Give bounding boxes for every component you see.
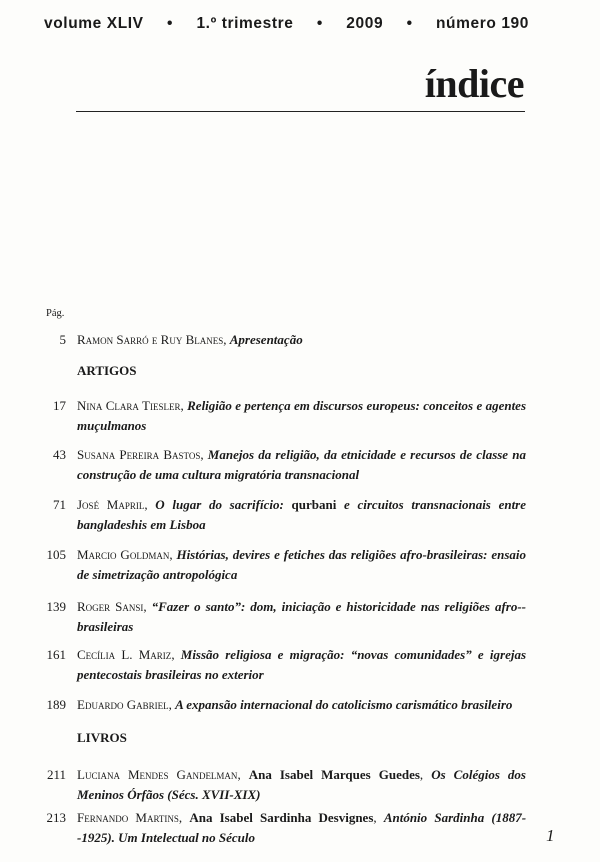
toc-separator: , (168, 697, 176, 712)
volume-label: volume XLIV (44, 15, 144, 32)
toc-separator: , (144, 497, 156, 512)
toc-title: Manejos da religião, da etnicidade e recursos de classe na construção de uma cultura migratória transnacional (77, 447, 526, 482)
toc-reviewer: Ana Isabel Marques Guedes (248, 767, 420, 782)
toc-author: Roger Sansi (77, 599, 144, 614)
toc-page-number: 17 (53, 398, 66, 413)
toc-separator: , (200, 447, 208, 462)
toc-author: Luciana Mendes Gandelman (77, 767, 238, 782)
toc-separator: , (419, 767, 432, 782)
page-title: índice (424, 61, 524, 106)
toc-reviewer: Ana Isabel Sardinha Desvignes (189, 810, 374, 825)
page-column-label: Pág. (46, 308, 65, 319)
toc-title: Os Colégios dos Meninos Órfãos (Sécs. XVII-XIX) (77, 767, 526, 802)
year-label: 2009 (346, 15, 384, 32)
toc-title: O lugar do sacrifício: (155, 497, 284, 512)
toc-page-number: 5 (59, 332, 66, 347)
toc-author: Ramon Sarró e Ruy Blanes (77, 332, 224, 347)
toc-page-number: 161 (46, 647, 66, 662)
toc-title: António Sardinha (1887--1925). Um Intelectual no Século (77, 810, 527, 845)
toc-page-number: 189 (46, 697, 66, 712)
separator-bullet: • (167, 15, 174, 32)
toc-separator: , (178, 810, 190, 825)
toc-author: Cecília L. Mariz (77, 647, 172, 662)
toc-page-number: 71 (53, 497, 66, 512)
toc-title: “Fazer o santo”: dom, iniciação e historicidade nas religiões afro--brasileiras (77, 599, 526, 634)
toc-separator: , (143, 599, 152, 614)
trimestre-label: 1.º trimestre (196, 15, 294, 32)
section-heading-livros: LIVROS (77, 730, 127, 745)
toc-author: José Mapril (77, 497, 145, 512)
toc-page-number: 211 (46, 767, 66, 782)
toc-page-number: 213 (46, 810, 66, 825)
toc-page-number: 43 (53, 447, 66, 462)
separator-bullet: • (316, 15, 323, 32)
toc-separator: , (171, 647, 181, 662)
title-rule (76, 111, 525, 112)
toc-title: e circuitos transnacionais entre bangladeshis em Lisboa (77, 497, 527, 532)
toc-author: Susana Pereira Bastos (77, 447, 201, 462)
toc-separator: , (223, 332, 230, 347)
toc-title: Apresentação (229, 332, 303, 347)
toc-title: Missão religiosa e migração: “novas comunidades” e igrejas pentecostais brasileiras no exterior (77, 647, 527, 682)
toc-page-number: 105 (46, 547, 66, 562)
toc-title: Histórias, devires e fetiches das religiões afro-brasileiras: ensaio de simetrização antropológica (77, 547, 527, 582)
toc-author: Marcio Goldman (77, 547, 170, 562)
section-heading-artigos: ARTIGOS (77, 363, 137, 378)
toc-separator: , (237, 767, 249, 782)
issue-number-label: número 190 (435, 15, 529, 32)
page-number: 1 (546, 826, 555, 845)
journal-header (44, 15, 529, 33)
toc-author: Nina Clara Tiesler (77, 398, 181, 413)
toc-separator: , (373, 810, 384, 825)
toc-title: A expansão internacional do catolicismo carismático brasileiro (175, 697, 513, 712)
toc-title: Religião e pertença em discursos europeus: conceitos e agentes muçulmanos (77, 398, 527, 433)
separator-bullet: • (406, 15, 413, 32)
toc-author: Fernando Martins (77, 810, 179, 825)
toc-separator: , (180, 398, 188, 413)
toc-title-term: qurbani (283, 497, 345, 512)
toc-author: Eduardo Gabriel (77, 697, 169, 712)
toc-separator: , (169, 547, 177, 562)
toc-page-number: 139 (46, 599, 66, 614)
